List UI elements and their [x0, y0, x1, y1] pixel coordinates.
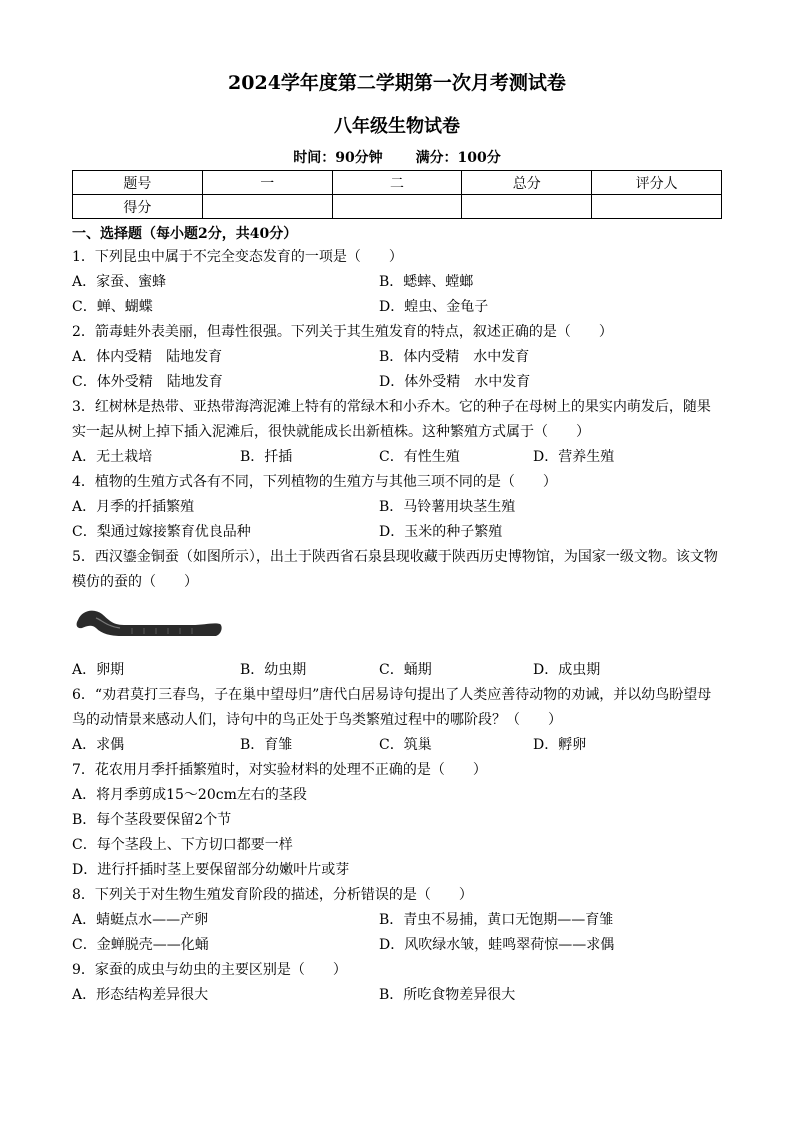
option: C．梨通过嫁接繁育优良品种: [72, 524, 251, 540]
question-stem: 7．花农用月季扦插繁殖时，对实验材料的处理不正确的是（ ）: [72, 762, 487, 778]
option: B．扦插: [240, 449, 293, 465]
option: A．月季的扦插繁殖: [72, 499, 195, 515]
option: A．卵期: [72, 662, 125, 678]
question-stem: 1．下列昆虫中属于不完全变态发育的一项是（ ）: [72, 249, 403, 265]
score-cell[interactable]: [592, 195, 722, 219]
option: A．蜻蜓点水——产卵: [72, 912, 209, 928]
option: C．蝉、蝴蝶: [72, 299, 153, 315]
question-stem: 模仿的蚕的（ ）: [72, 574, 198, 590]
question-stem: 6．“劝君莫打三春鸟，子在巢中望母归”唐代白居易诗句提出了人类应善待动物的劝诫，并以幼鸟盼望母: [72, 687, 712, 703]
score-table-header: 题号: [73, 171, 203, 195]
score-table-row: [73, 195, 722, 219]
exam-time: 时间：90分钟: [293, 150, 383, 166]
score-row-label: 得分: [73, 195, 203, 219]
question-stem: 实一起从树上掉下插入泥滩后，很快就能成长出新植株。这种繁殖方式属于（ ）: [72, 424, 590, 440]
exam-full-score: 满分：100分: [415, 150, 501, 166]
score-table-header: 一: [202, 171, 332, 195]
option: D．体外受精 水中发育: [379, 374, 531, 390]
option: A．体内受精 陆地发育: [72, 349, 223, 365]
option: B．幼虫期: [240, 662, 307, 678]
question-stem: 2．箭毒蛙外表美丽，但毒性很强。下列关于其生殖发育的特点，叙述正确的是（ ）: [72, 324, 613, 340]
score-table-header-row: [73, 171, 722, 195]
score-cell[interactable]: [202, 195, 332, 219]
option: D．营养生殖: [533, 449, 615, 465]
exam-subtitle: 八年级生物试卷: [334, 116, 460, 137]
score-cell[interactable]: [332, 195, 462, 219]
option: C．每个茎段上、下方切口都要一样: [72, 837, 293, 853]
option: C．金蝉脱壳——化蛹: [72, 937, 209, 953]
option: D．玉米的种子繁殖: [379, 524, 503, 540]
score-table-header: 二: [332, 171, 462, 195]
score-table-header: 评分人: [592, 171, 722, 195]
option: B．马铃薯用块茎生殖: [379, 499, 516, 515]
option: D．孵卵: [533, 737, 587, 753]
option: A．将月季剪成15～20cm左右的茎段: [72, 787, 307, 803]
score-table-header: 总分: [462, 171, 592, 195]
silkworm-body: [77, 611, 222, 636]
question-stem: 4．植物的生殖方式各有不同，下列植物的生殖方与其他三项不同的是（ ）: [72, 474, 557, 490]
option: B．每个茎段要保留2个节: [72, 812, 232, 828]
section-heading: 一、选择题（每小题2分，共40分）: [72, 226, 298, 242]
option: C．有性生殖: [379, 449, 460, 465]
option: B．体内受精 水中发育: [379, 349, 530, 365]
question-stem: 8．下列关于对生物生殖发育阶段的描述，分析错误的是（ ）: [72, 887, 473, 903]
question-stem: 3．红树林是热带、亚热带海湾泥滩上特有的常绿木和小乔木。它的种子在母树上的果实内萌发后，随果: [72, 399, 711, 415]
question-stem: 鸟的动情景来感动人们，诗句中的鸟正处于鸟类繁殖过程中的哪阶段？（ ）: [72, 712, 562, 728]
exam-title: 2024学年度第二学期第一次月考测试卷: [228, 72, 566, 94]
option: D．进行扦插时茎上要保留部分幼嫩叶片或芽: [72, 862, 350, 878]
option: A．家蚕、蜜蜂: [72, 274, 167, 290]
option: A．无土栽培: [72, 449, 153, 465]
option: B．所吃食物差异很大: [379, 987, 516, 1003]
option: B．青虫不易捕，黄口无饱期——育雏: [379, 912, 614, 928]
option: D．成虫期: [533, 662, 601, 678]
option: C．筑巢: [379, 737, 432, 753]
option: B．蟋蟀、螳螂: [379, 274, 474, 290]
question-stem: 9．家蚕的成虫与幼虫的主要区别是（ ）: [72, 962, 347, 978]
option: D．蝗虫、金龟子: [379, 299, 489, 315]
bronze-silkworm-image: [72, 598, 224, 644]
exam-meta: [0, 147, 794, 167]
score-table: [72, 170, 722, 219]
option: A．求偶: [72, 737, 125, 753]
score-cell[interactable]: [462, 195, 592, 219]
option: C．体外受精 陆地发育: [72, 374, 223, 390]
question-stem: 5．西汉鎏金铜蚕（如图所示），出土于陕西省石泉县现收藏于陕西历史博物馆，为国家一级文物。该文物: [72, 549, 718, 565]
option: B．育雏: [240, 737, 293, 753]
option: D．风吹绿水皱，蛙鸣翠荷惊——求偶: [379, 937, 615, 953]
option: A．形态结构差异很大: [72, 987, 209, 1003]
option: C．蛹期: [379, 662, 432, 678]
